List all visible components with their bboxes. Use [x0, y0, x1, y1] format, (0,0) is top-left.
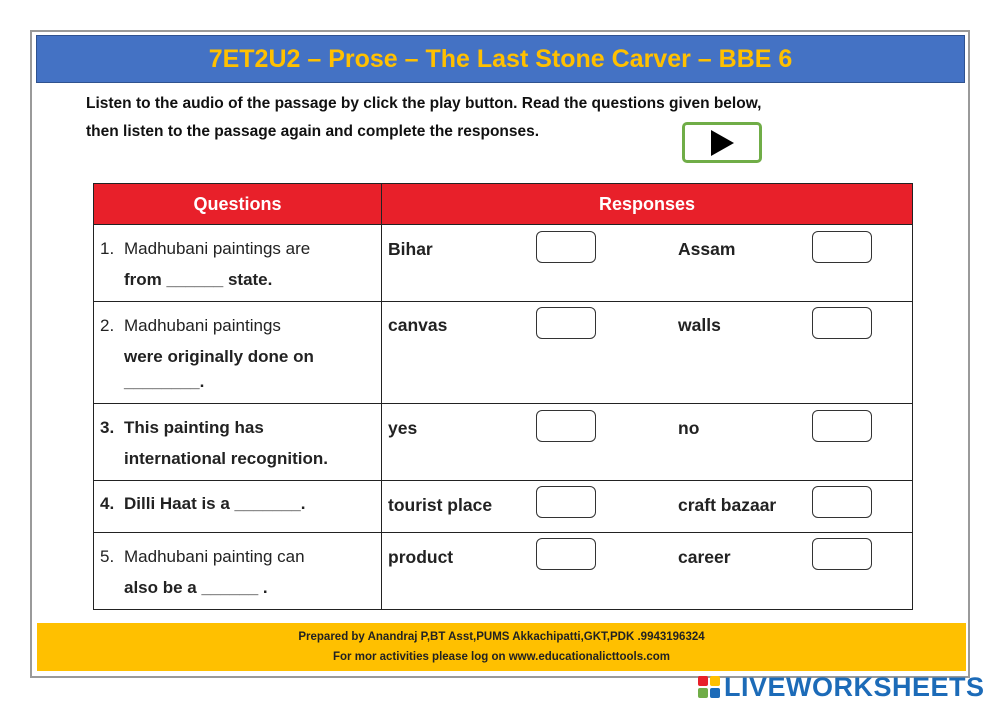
question-text: Madhubani paintings are	[124, 239, 311, 258]
footer-credits	[37, 623, 966, 671]
questions-table	[93, 183, 913, 610]
title-bar	[36, 35, 965, 83]
instructions-line-1: Listen to the audio of the passage by click the play button. Read the questions given below,	[86, 95, 762, 112]
question-text: international recognition.	[124, 449, 329, 468]
answer-box[interactable]	[536, 486, 596, 518]
question-number: 4.	[100, 494, 115, 513]
liveworksheets-logo[interactable]	[698, 672, 985, 702]
play-icon	[709, 129, 735, 157]
question-number: 2.	[100, 316, 115, 335]
answer-box[interactable]	[536, 307, 596, 339]
answer-box[interactable]	[536, 410, 596, 442]
option-label: craft bazaar	[678, 495, 777, 515]
live-logo-icon	[698, 676, 720, 698]
response-cell	[382, 481, 913, 533]
instructions-line-2: then listen to the passage again and complete the responses.	[86, 123, 540, 140]
response-cell	[382, 302, 913, 404]
response-cell	[382, 404, 913, 481]
brand-name: LIVEWORKSHEETS	[724, 671, 985, 702]
answer-box[interactable]	[812, 538, 872, 570]
question-cell	[94, 225, 382, 302]
footer-line-1: Prepared by Anandraj P,BT Asst,PUMS Akkachipatti,GKT,PDK .9943196324	[298, 631, 705, 643]
table-row	[94, 533, 913, 610]
table-row	[94, 225, 913, 302]
option-label: Assam	[678, 239, 736, 259]
option-label: Bihar	[388, 239, 433, 259]
option-label: yes	[388, 418, 418, 438]
question-text: from ______ state.	[124, 270, 273, 289]
option-label: career	[678, 547, 731, 567]
question-text: ________.	[124, 372, 205, 391]
question-cell	[94, 404, 382, 481]
responses-header: Responses	[382, 184, 913, 225]
answer-box[interactable]	[812, 410, 872, 442]
question-text: This painting has	[124, 418, 264, 437]
question-text: Dilli Haat is a _______.	[124, 494, 306, 513]
option-label: no	[678, 418, 700, 438]
table-row	[94, 404, 913, 481]
question-number: 1.	[100, 239, 115, 258]
question-cell	[94, 481, 382, 533]
answer-box[interactable]	[536, 231, 596, 263]
footer-line-2: For mor activities please log on www.educationalicttools.com	[333, 651, 670, 663]
question-number: 5.	[100, 547, 115, 566]
option-label: product	[388, 547, 454, 567]
option-label: walls	[678, 315, 721, 335]
question-text: also be a ______ .	[124, 578, 268, 597]
option-label: tourist place	[388, 495, 493, 515]
question-number: 3.	[100, 418, 115, 437]
response-cell	[382, 533, 913, 610]
response-cell	[382, 225, 913, 302]
question-text: Madhubani paintings	[124, 316, 281, 335]
answer-box[interactable]	[812, 486, 872, 518]
instructions	[86, 90, 916, 146]
question-cell	[94, 533, 382, 610]
play-audio-button[interactable]	[682, 122, 762, 163]
questions-header: Questions	[94, 184, 382, 225]
table-row	[94, 481, 913, 533]
answer-box[interactable]	[812, 307, 872, 339]
page-title: 7ET2U2 – Prose – The Last Stone Carver – BBE 6	[208, 44, 793, 73]
option-label: canvas	[388, 315, 448, 335]
table-row	[94, 302, 913, 404]
table-header-row	[94, 184, 913, 225]
question-cell	[94, 302, 382, 404]
question-text: were originally done on	[124, 347, 314, 366]
question-text: Madhubani painting can	[124, 547, 305, 566]
answer-box[interactable]	[812, 231, 872, 263]
answer-box[interactable]	[536, 538, 596, 570]
